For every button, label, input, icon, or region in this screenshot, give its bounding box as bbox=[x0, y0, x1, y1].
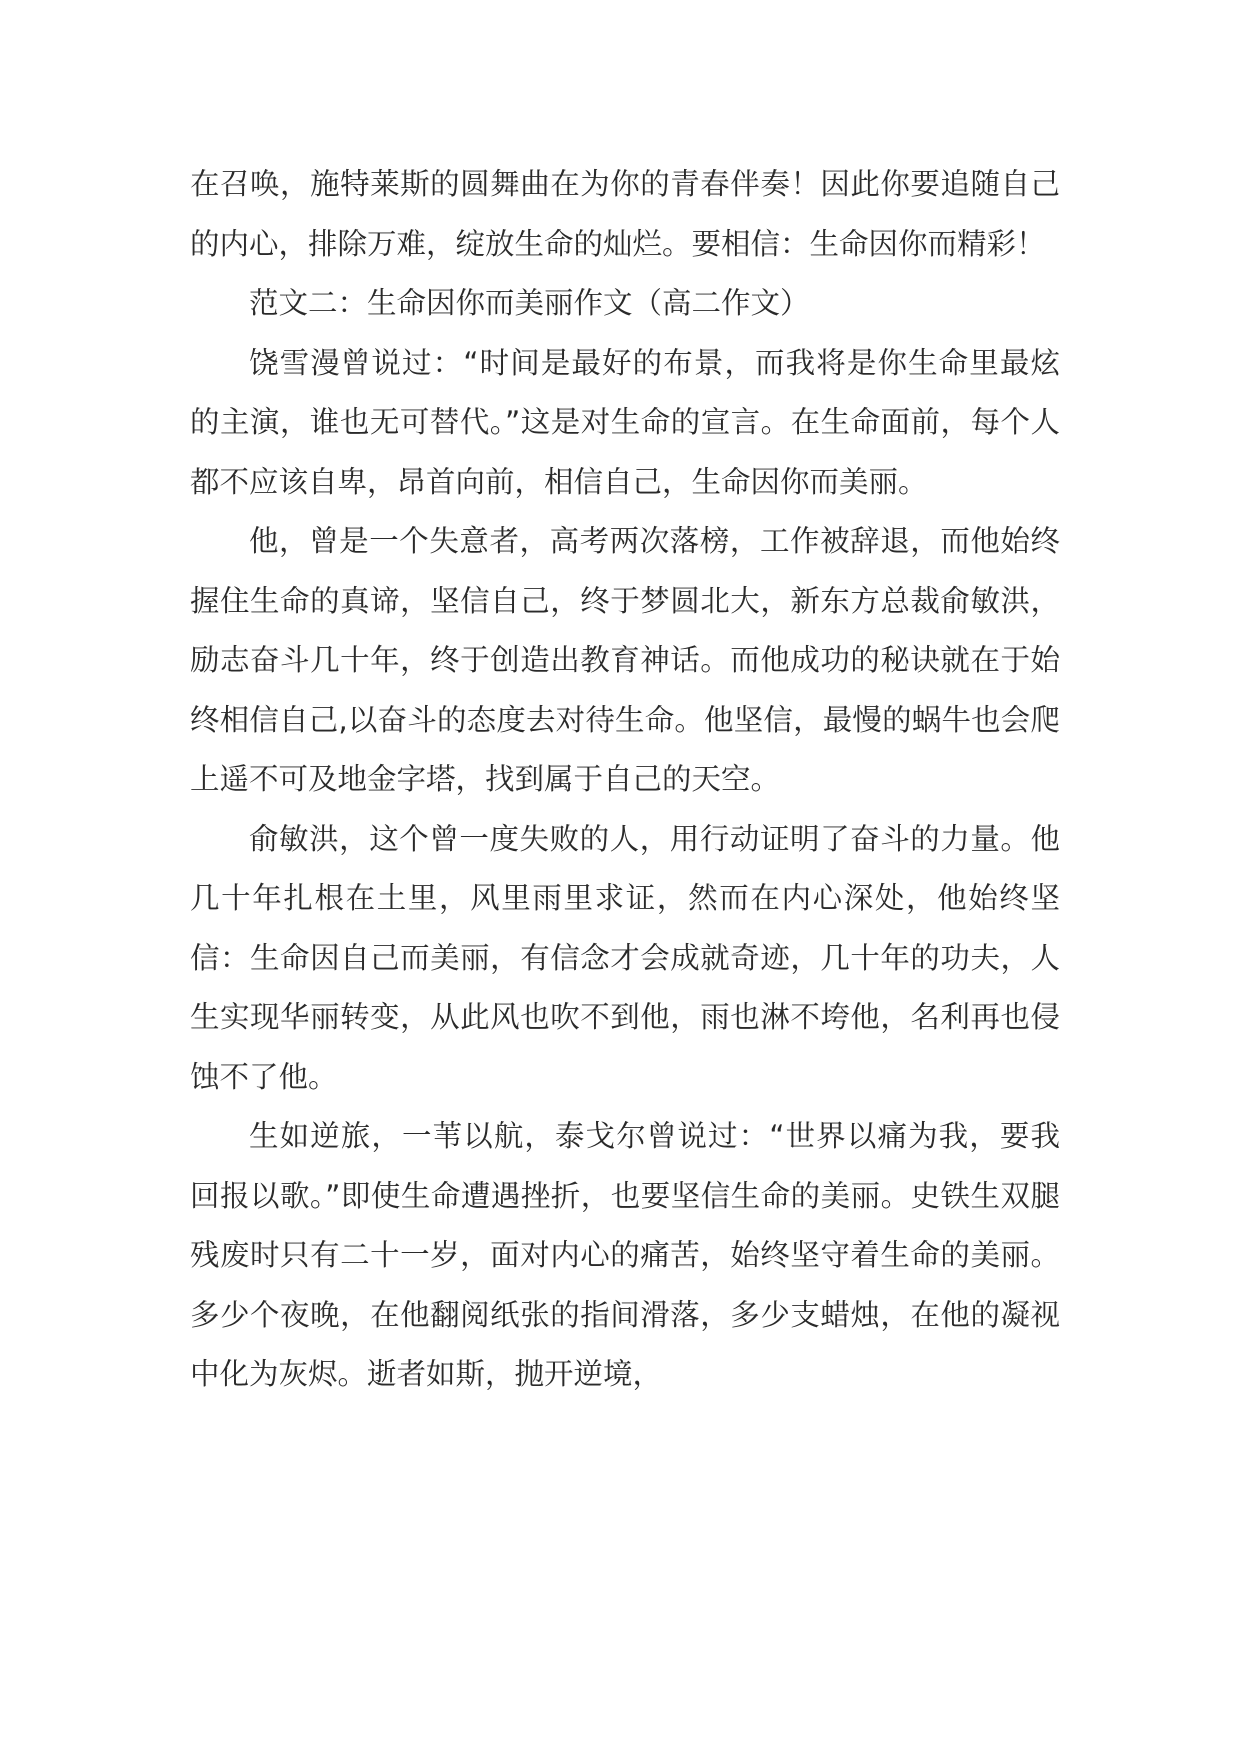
paragraph-example-2: 俞敏洪，这个曾一度失败的人，用行动证明了奋斗的力量。他几十年扎根在土里，风里雨里求证，然而在内心深处，他始终坚信：生命因自己而美丽，有信念才会成就奇迹，几十年的功夫，人生实现华丽转变，从此风也吹不到他，雨也淋不垮他，名利再也侵蚀不了他。 bbox=[190, 821, 1060, 1094]
paragraph-example-3: 生如逆旅，一苇以航，泰戈尔曾说过：“世界以痛为我，要我回报以歌。”即使生命遭遇挫折，也要坚信生命的美丽。史铁生双腿残废时只有二十一岁，面对内心的痛苦，始终坚守着生命的美丽。多少个夜晚，在他翻阅纸张的指间滑落，多少支蜡烛，在他的凝视中化为灰烬。逝者如斯，抛开逆境， bbox=[190, 1119, 1060, 1391]
essay-title: 范文二：生命因你而美丽作文（高二作文） bbox=[249, 286, 810, 320]
paragraph-example-1: 他，曾是一个失意者，高考两次落榜，工作被辞退，而他始终握住生命的真谛，坚信自己，终于梦圆北大，新东方总裁俞敏洪，励志奋斗几十年，终于创造出教育神话。而他成功的秘诀就在于始终相信自己,以奋斗的态度去对待生命。他坚信，最慢的蜗牛也会爬上遥不可及地金字塔，找到属于自己的天空。 bbox=[190, 524, 1060, 796]
paragraph-intro: 饶雪漫曾说过：“时间是最好的布景，而我将是你生命里最炫的主演，谁也无可替代。”这是对生命的宣言。在生命面前，每个人都不应该自卑，昂首向前，相信自己，生命因你而美丽。 bbox=[190, 345, 1060, 499]
paragraph-continuation: 在召唤，施特莱斯的圆舞曲在为你的青春伴奏！因此你要追随自己的内心，排除万难，绽放生命的灿烂。要相信：生命因你而精彩！ bbox=[190, 167, 1060, 261]
document-body bbox=[190, 155, 1060, 1405]
